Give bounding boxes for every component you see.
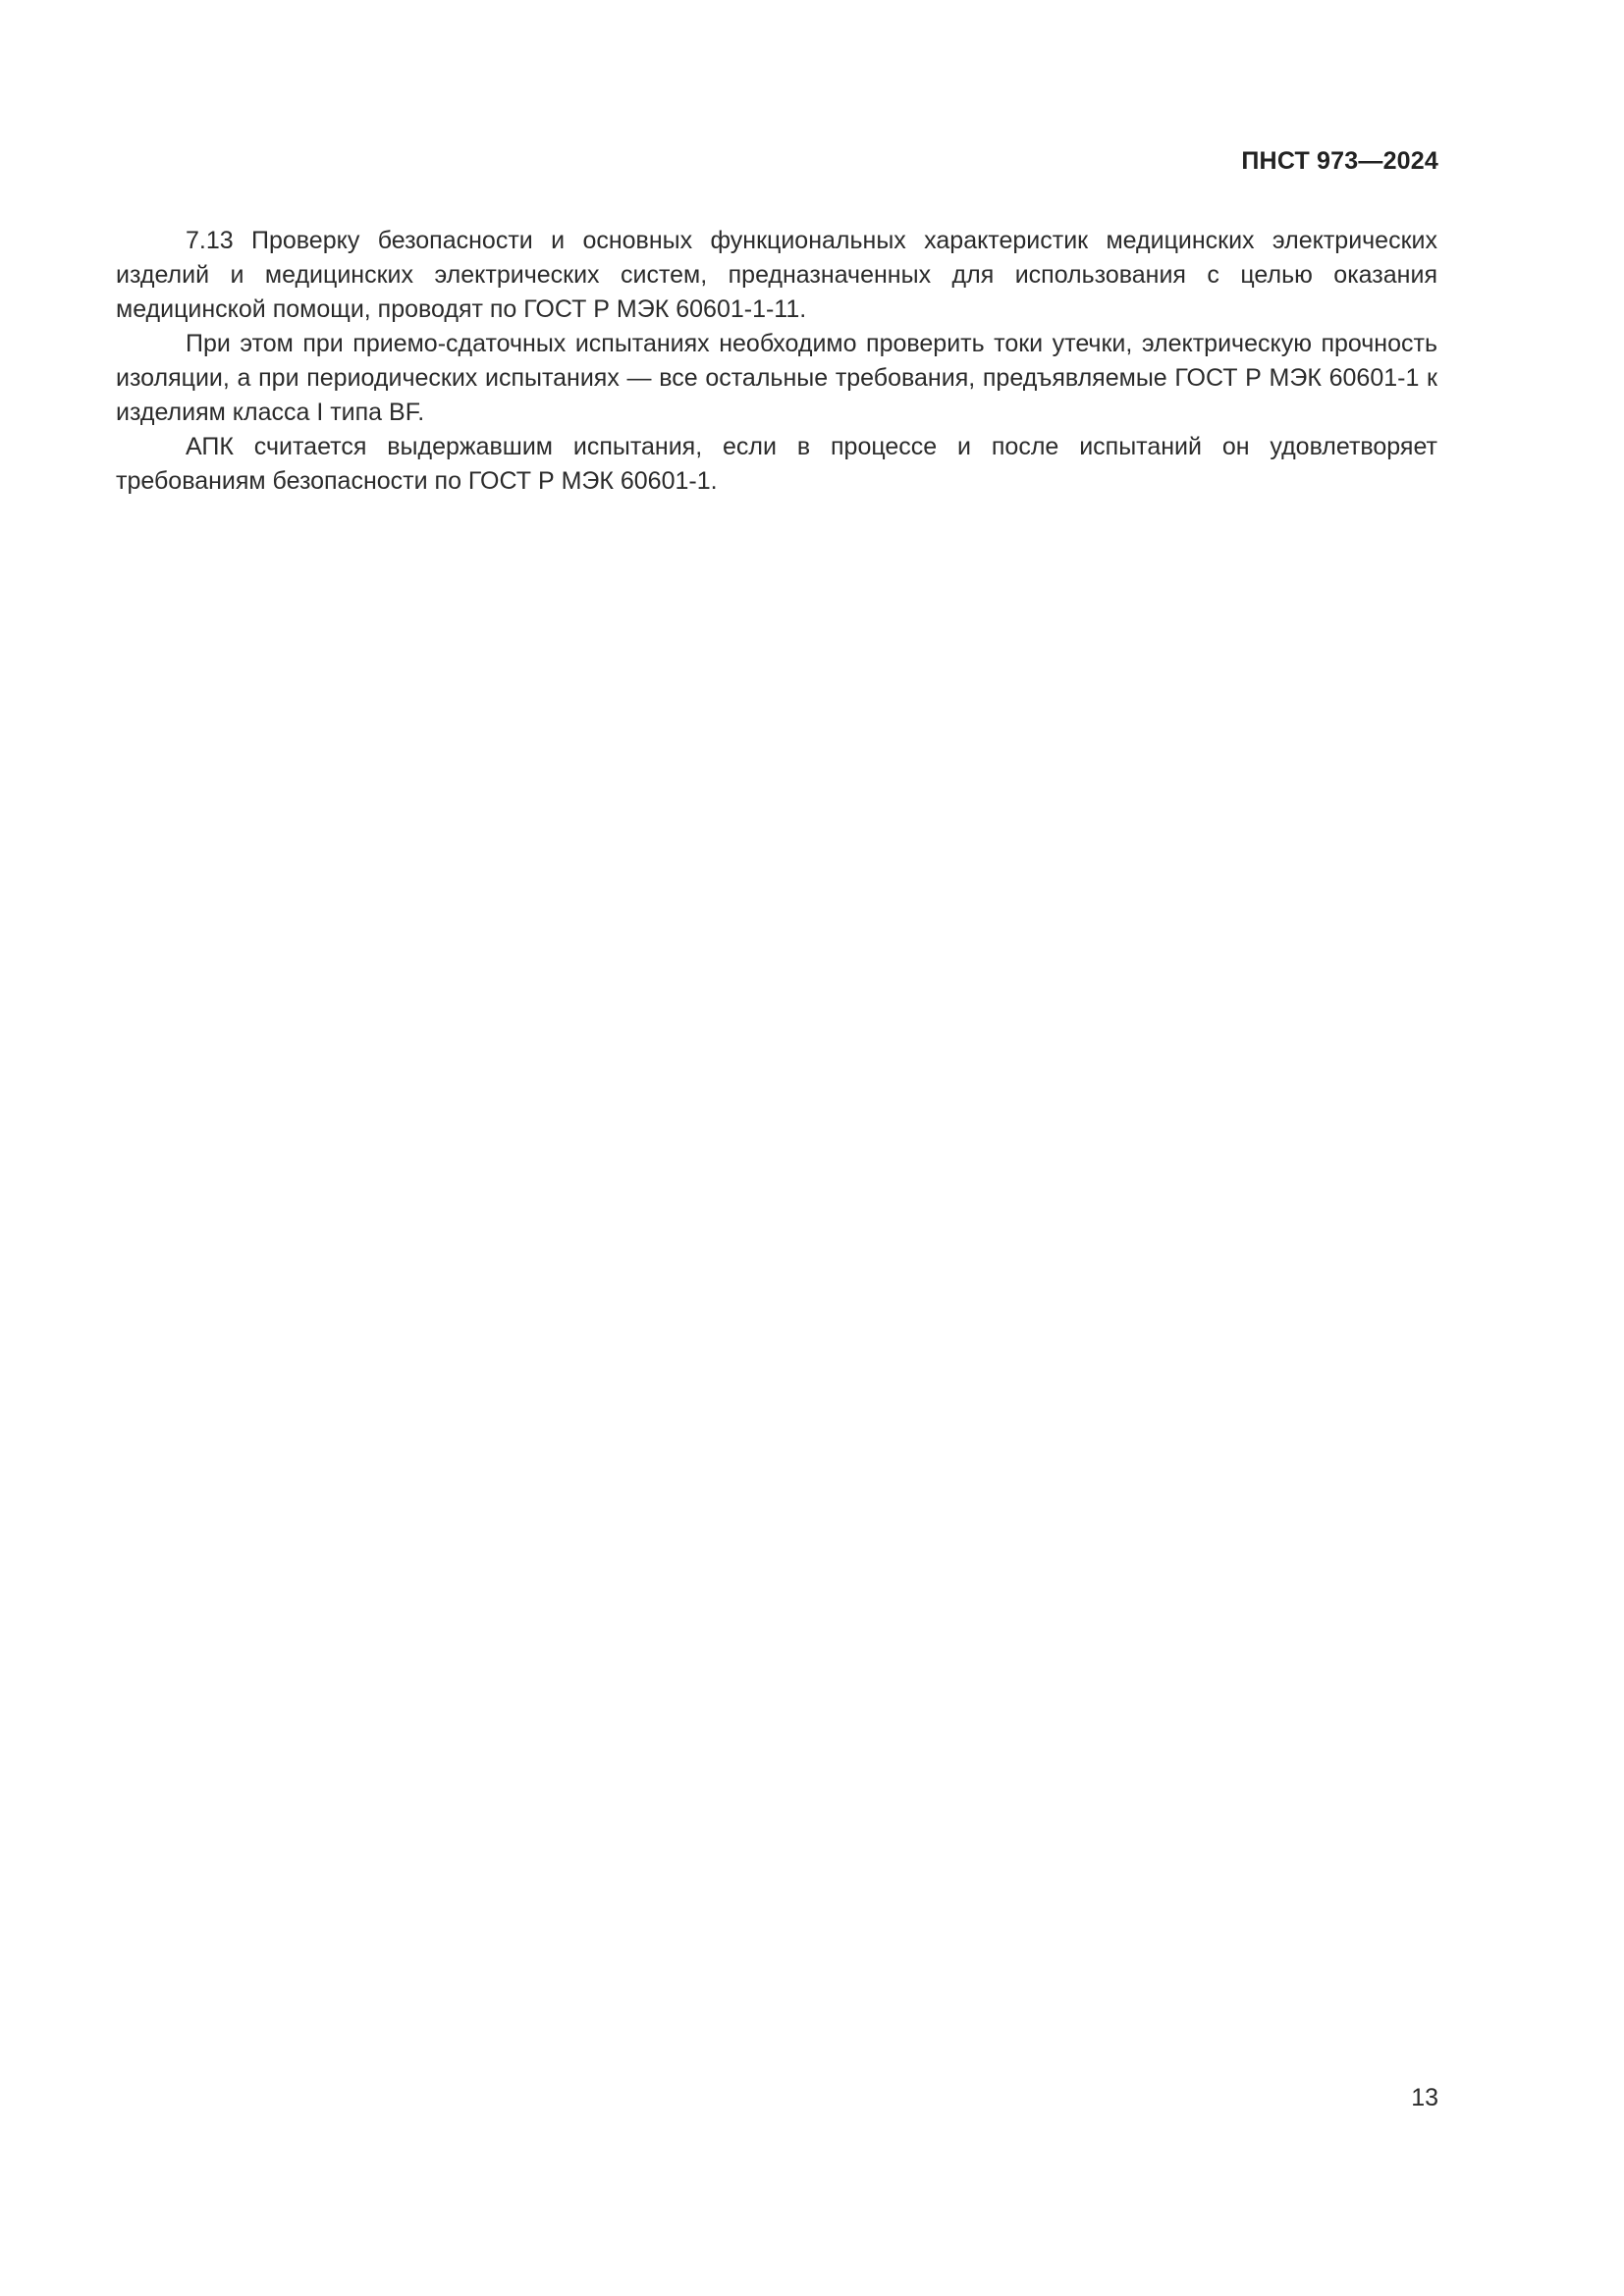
page-number: 13 — [1411, 2084, 1438, 2111]
paragraph-7-13: 7.13 Проверку безопасности и основных функциональных характеристик медицинских электрических изделий и медицинских электрических систем, предназначенных для использования с целью оказания медицинской помощи, проводят по ГОСТ Р МЭК 60601-1-11. — [116, 227, 1437, 323]
body-text — [116, 224, 1437, 499]
document-code: ПНСТ 973—2024 — [1241, 147, 1438, 175]
paragraph-testing-requirements: При этом при приемо-сдаточных испытаниях необходимо проверить токи утечки, электрическую прочность изоляции, а при периодических испытаниях — все остальные требования, предъявляемые ГОСТ Р МЭК 60601-1 к изделиям класса I типа BF. — [116, 330, 1437, 426]
paragraph-test-passed: АПК считается выдержавшим испытания, если в процессе и после испытаний он удовлетворяет требованиям безопасности по ГОСТ Р МЭК 60601-1. — [116, 433, 1437, 495]
